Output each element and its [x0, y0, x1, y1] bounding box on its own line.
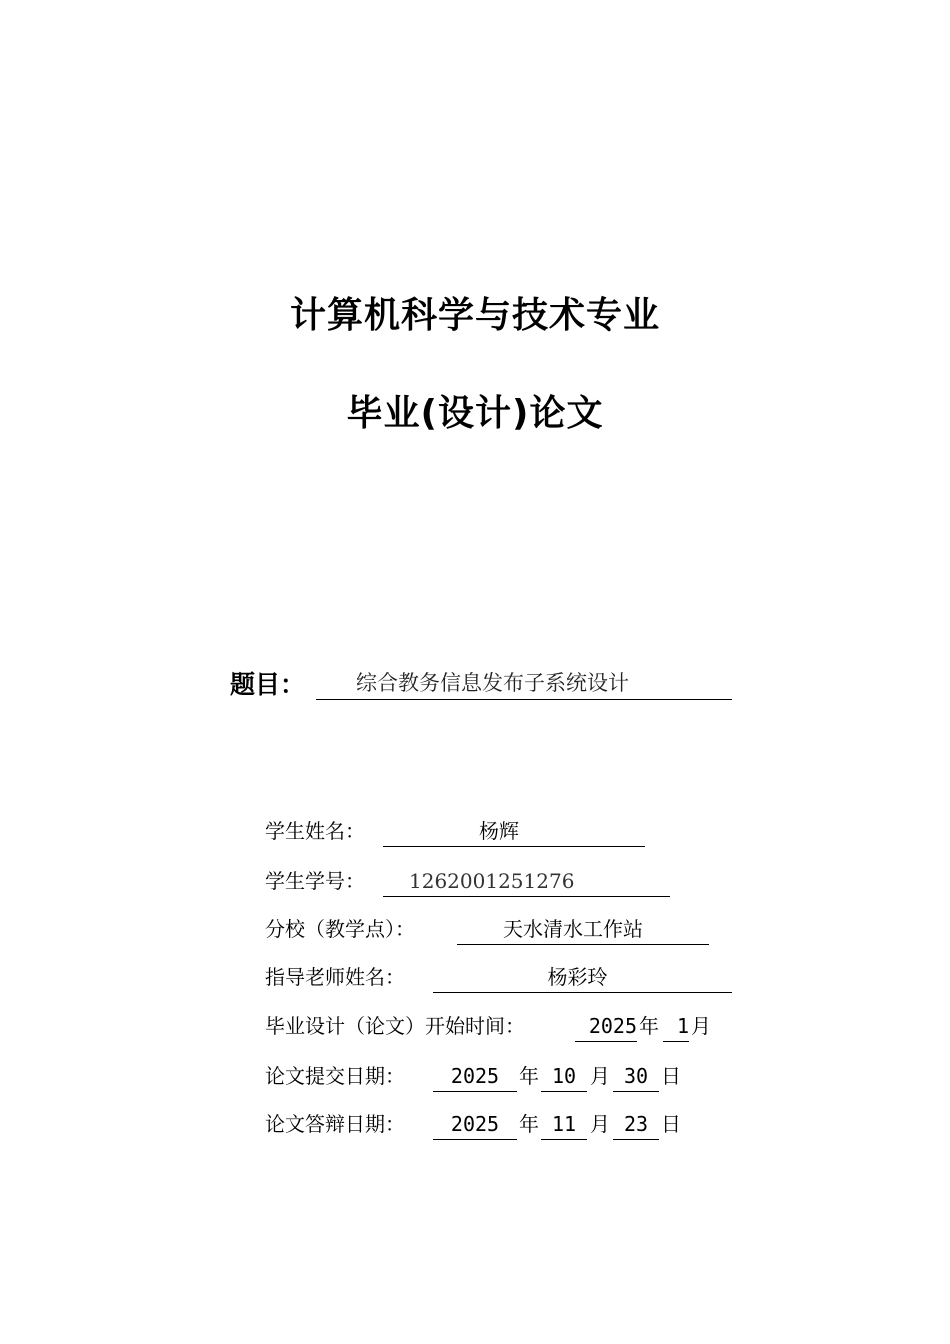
student-id-value: 1262001251276 [383, 866, 670, 897]
student-name-value: 杨辉 [383, 816, 645, 847]
defense-month-unit: 月 [590, 1112, 610, 1136]
topic-label: 题目： [230, 670, 306, 699]
thesis-type-title: 毕业(设计)论文 [346, 393, 604, 434]
defense-year-unit: 年 [519, 1112, 539, 1136]
start-year-value: 2025 [575, 1011, 637, 1042]
start-time-label: 毕业设计（论文）开始时间： [265, 1014, 525, 1038]
student-id-label: 学生学号： [265, 869, 365, 893]
submit-day-value: 30 [613, 1061, 659, 1092]
defense-month-value: 11 [541, 1109, 587, 1140]
start-year-unit: 年 [639, 1014, 659, 1038]
branch-value: 天水清水工作站 [457, 914, 709, 945]
topic-value: 综合教务信息发布子系统设计 [316, 668, 732, 700]
submit-year-unit: 年 [519, 1064, 539, 1088]
submit-month-value: 10 [541, 1061, 587, 1092]
defense-date-label: 论文答辩日期： [265, 1112, 405, 1136]
start-month-unit: 月 [691, 1014, 711, 1038]
start-month-value: 1 [663, 1011, 689, 1042]
major-title: 计算机科学与技术专业 [289, 295, 660, 336]
submit-date-label: 论文提交日期： [265, 1064, 405, 1088]
submit-day-unit: 日 [661, 1064, 681, 1088]
defense-year-value: 2025 [433, 1109, 517, 1140]
advisor-label: 指导老师姓名： [265, 965, 405, 989]
submit-month-unit: 月 [590, 1064, 610, 1088]
branch-label: 分校（教学点）： [265, 917, 415, 941]
student-name-label: 学生姓名： [265, 819, 365, 843]
defense-day-value: 23 [613, 1109, 659, 1140]
defense-day-unit: 日 [661, 1112, 681, 1136]
submit-year-value: 2025 [433, 1061, 517, 1092]
advisor-value: 杨彩玲 [433, 962, 732, 993]
